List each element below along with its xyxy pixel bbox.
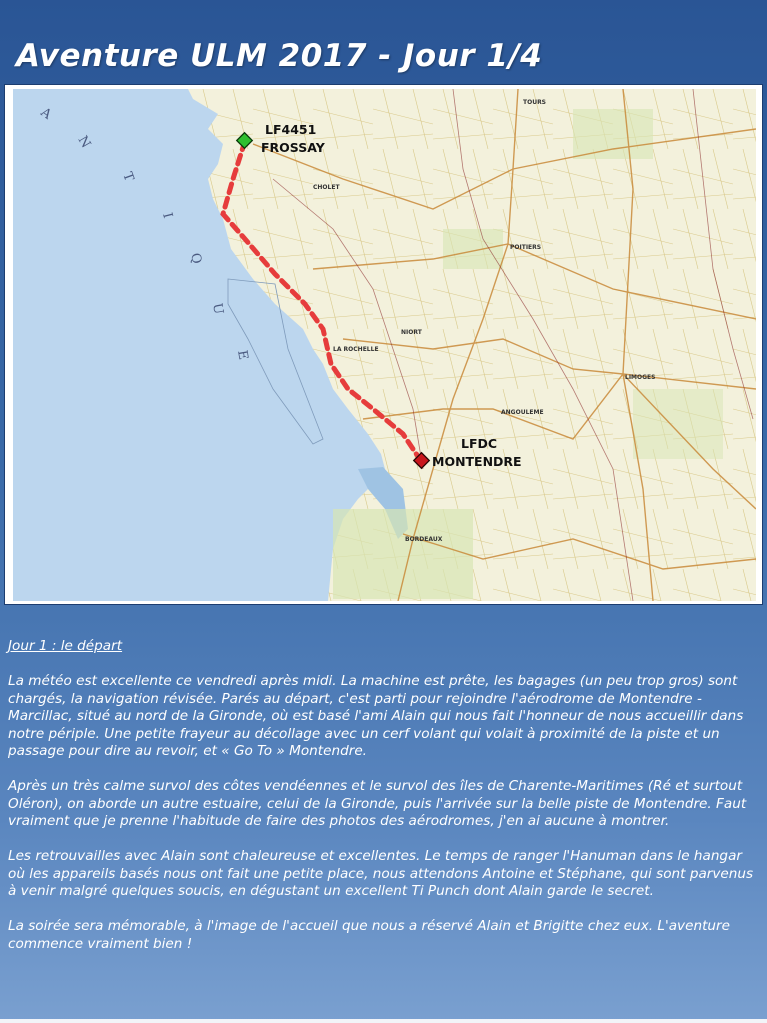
waypoint-code: LF4451	[265, 122, 317, 137]
city-label: LIMOGES	[625, 374, 656, 381]
city-label: BORDEAUX	[405, 536, 443, 543]
article-paragraph: La soirée sera mémorable, à l'image de l'accueil que nous a réservé Alain et Brigitte chez eux. L'aventure commence vraiment bien !	[8, 918, 730, 952]
map-image	[13, 89, 756, 601]
sea-letter: A	[37, 104, 55, 123]
footer-divider	[0, 1019, 767, 1023]
city-label: ANGOULEME	[501, 409, 544, 416]
article-paragraph: Après un très calme survol des côtes vendéennes et le survol des îles de Charente-Maritimes (Ré et surtout Oléron), on aborde un autre estuaire, celui de la Gironde, puis l'arrivée sur la belle piste de Montendre. Faut vraiment que je prenne l'habitude de faire des photos des aérodromes, j'en ai aucune à montrer.	[8, 778, 747, 829]
article-paragraph: Les retrouvailles avec Alain sont chaleureuse et excellentes. Le temps de ranger l'Hanuman dans le hangar où les appareils basés nous ont fait une petite place, nous attendons Antoine et Stéphane, qui sont parvenus à venir malgré quelques soucis, en dégustant un excellent Ti Punch dont Alain garde le secret.	[8, 848, 754, 899]
sea-letter: I	[159, 211, 175, 221]
article-heading: Jour 1 : le départ	[8, 638, 123, 654]
city-label: POITIERS	[510, 244, 542, 251]
waypoint-code: LFDC	[461, 436, 498, 451]
article-paragraph: La météo est excellente ce vendredi après midi. La machine est prête, les bagages (un peu trop gros) sont chargés, la navigation révisée. Parés au départ, c'est parti pour rejoindre l'aérodrome de Montendre - Marcillac, situé au nord de la Gironde, où est basé l'ami Alain qui nous fait l'honneur de nous accueillir dans notre périple. Une petite frayeur au décollage avec un cerf volant qui volait à proximité de la piste et un passage pour dire au revoir, et « Go To » Montendre.	[8, 673, 744, 759]
sea-letter: T	[119, 170, 137, 184]
sea-letter: N	[74, 133, 94, 151]
city-label: LA ROCHELLE	[333, 346, 379, 353]
city-label: TOURS	[523, 99, 547, 106]
waypoint-name: MONTENDRE	[432, 454, 522, 469]
city-label: NIORT	[401, 329, 422, 336]
sea-letter: Q	[187, 251, 204, 266]
waypoint-name: FROSSAY	[261, 140, 325, 155]
city-label: CHOLET	[313, 184, 340, 191]
page-title: Aventure ULM 2017 - Jour 1/4	[16, 38, 543, 74]
sea-letter: E	[234, 349, 251, 362]
route-map	[4, 84, 763, 605]
article	[8, 638, 760, 971]
sea-letter: U	[209, 302, 226, 316]
